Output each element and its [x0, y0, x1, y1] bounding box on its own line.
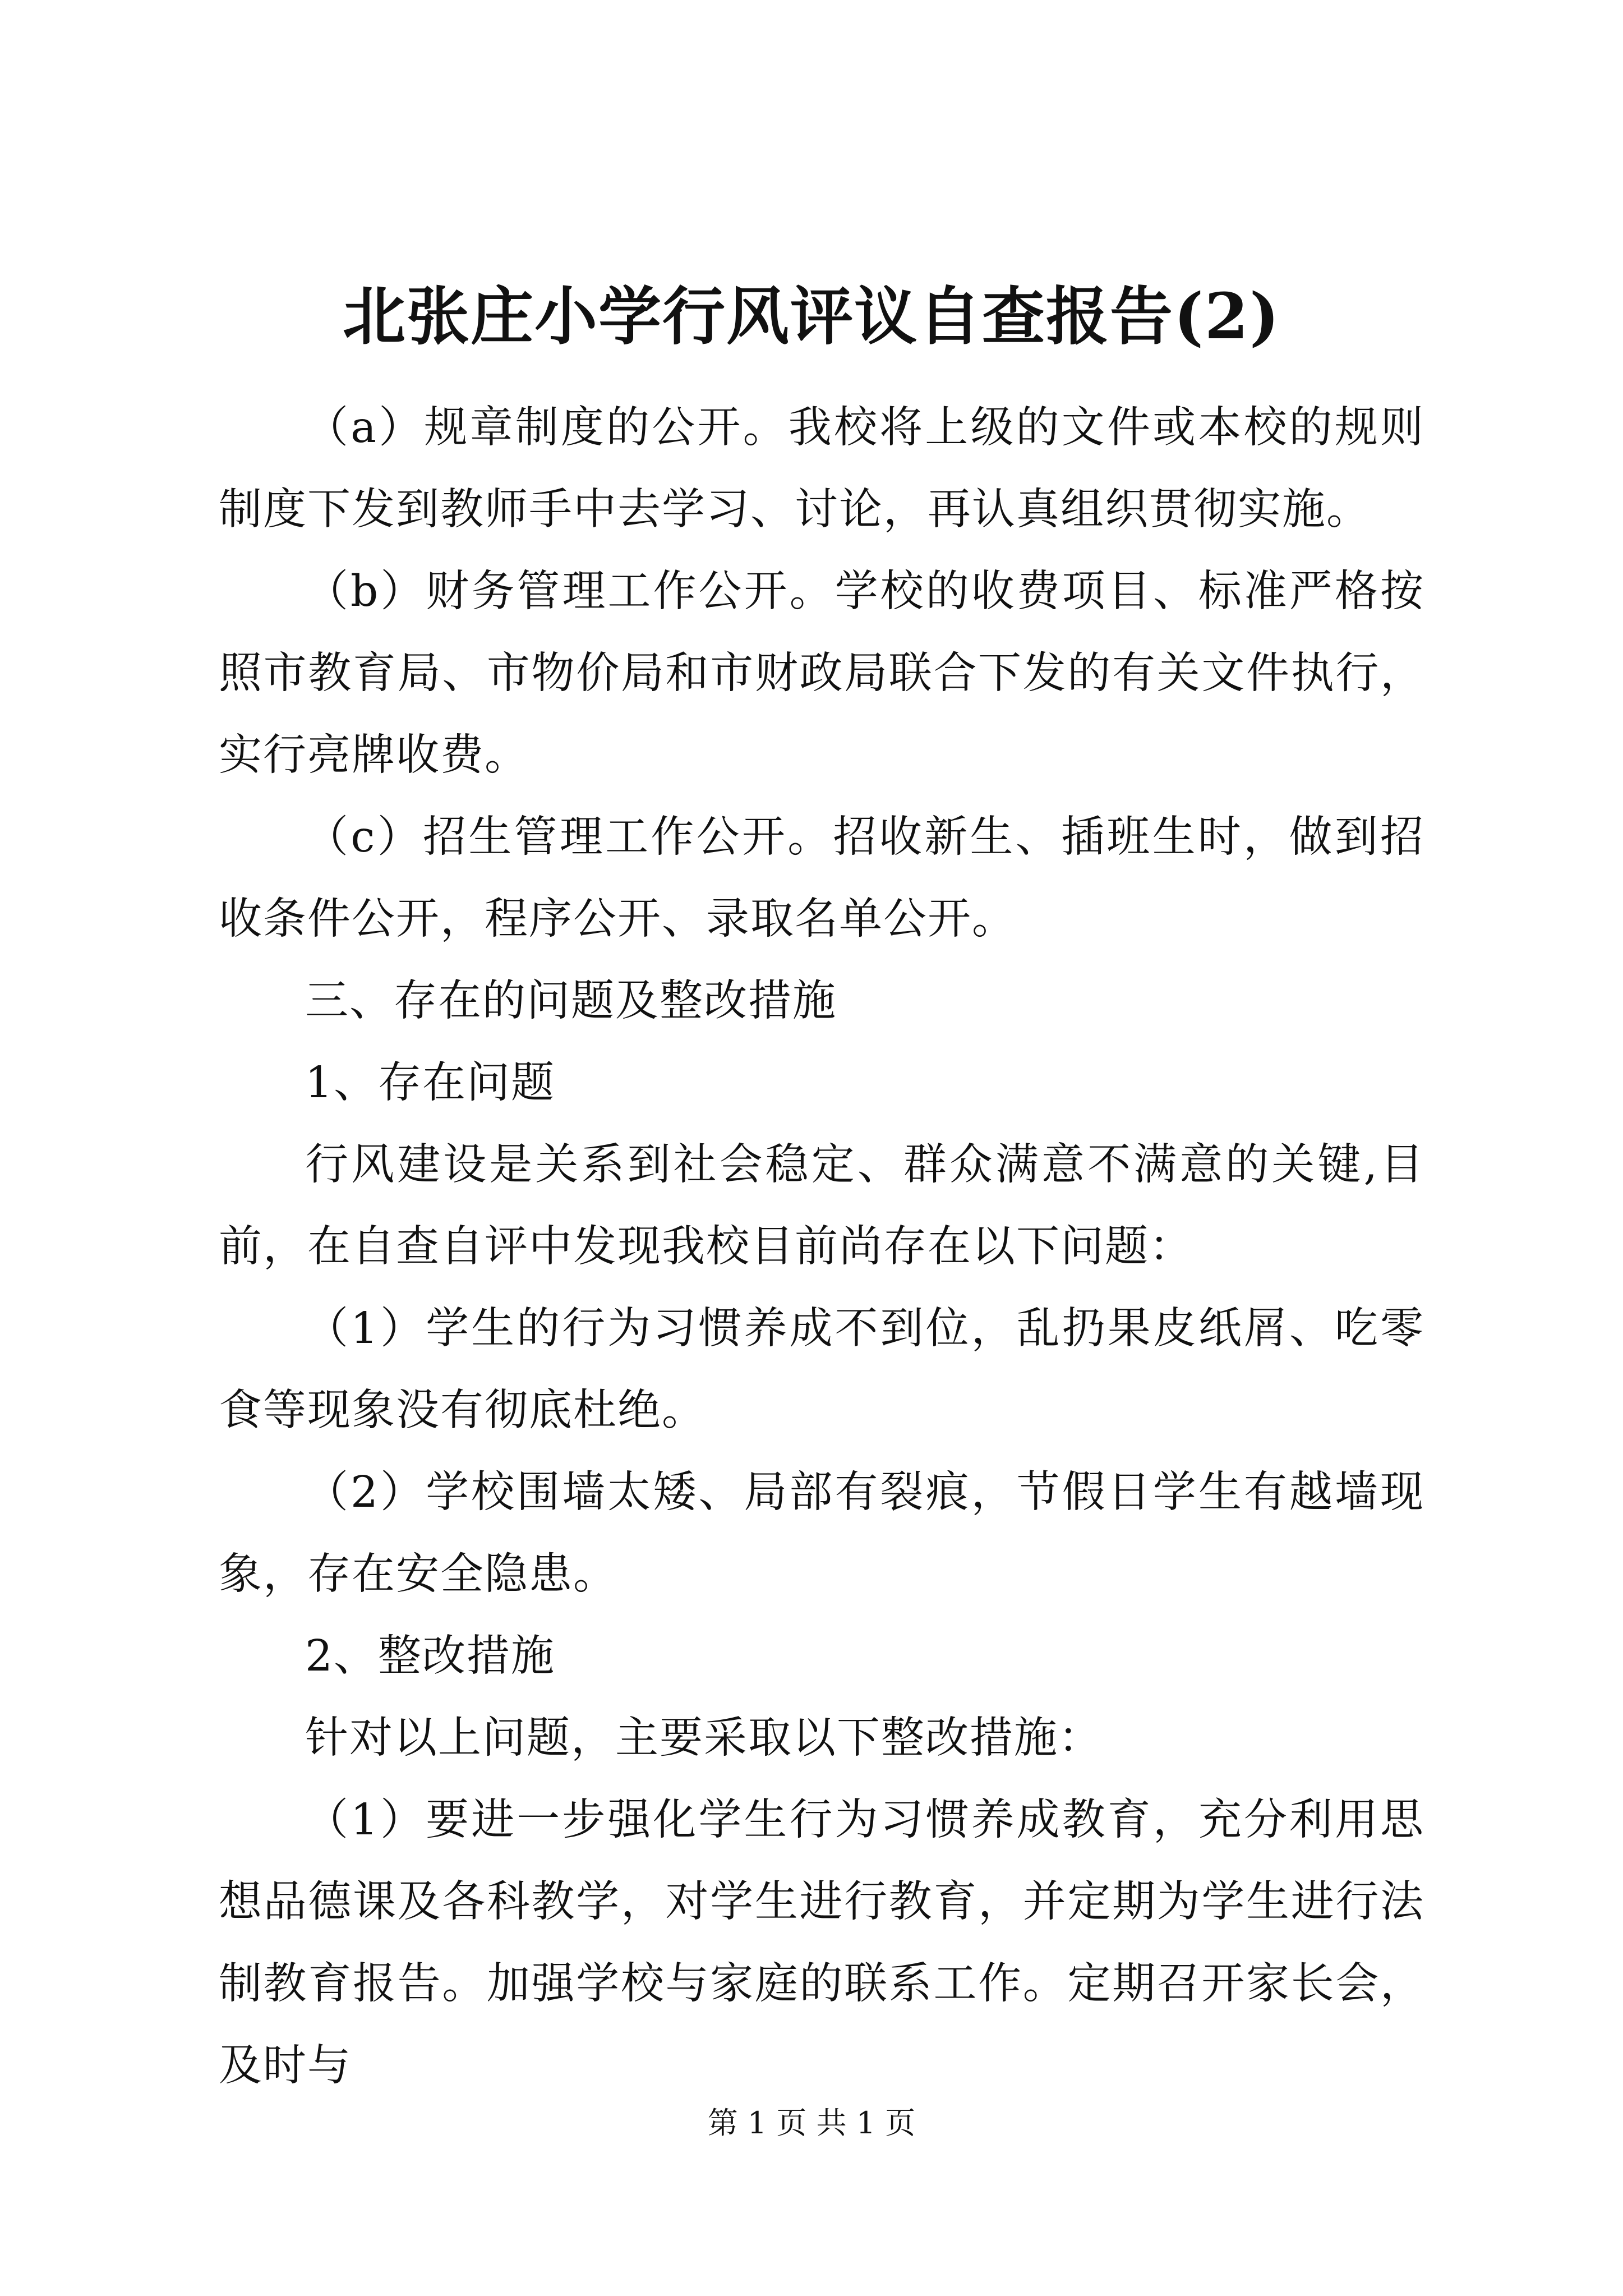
- subheading-existing-problems: 1、存在问题: [305, 1058, 555, 1108]
- paragraph-c: （c）招生管理工作公开。招收新生、插班生时，做到招收条件公开，程序公开、录取名单公开。: [219, 812, 1424, 944]
- paragraph-rectification-intro: 针对以上问题，主要采取以下整改措施：: [305, 1713, 1103, 1763]
- subheading-rectification: 2、整改措施: [305, 1631, 555, 1681]
- paragraph-rectification-1: （1）要进一步强化学生行为习惯养成教育，充分利用思想品德课及各科教学，对学生进行教育，并定期为学生进行法制教育报告。加强学校与家庭的联系工作。定期召开家长会，及时与: [219, 1795, 1424, 2091]
- page-footer: 第 1 页 共 1 页: [707, 2105, 916, 2141]
- paragraph-problem-intro: 行风建设是关系到社会稳定、群众满意不满意的关键,目前，在自查自评中发现我校目前尚存在以下问题：: [219, 1140, 1424, 1272]
- paragraph-a: （a）规章制度的公开。我校将上级的文件或本校的规则制度下发到教师手中去学习、讨论，再认真组织贯彻实施。: [219, 403, 1424, 535]
- document-title: 北张庄小学行风评议自查报告(2): [343, 280, 1280, 353]
- paragraph-problem-2: （2）学校围墙太矮、局部有裂痕，节假日学生有越墙现象，存在安全隐患。: [219, 1467, 1424, 1599]
- document-body: [219, 387, 1424, 2107]
- paragraph-problem-1: （1）学生的行为习惯养成不到位，乱扔果皮纸屑、吃零食等现象没有彻底杜绝。: [219, 1304, 1424, 1435]
- section-heading-problems: 三、存在的问题及整改措施: [305, 976, 837, 1026]
- paragraph-b: （b）财务管理工作公开。学校的收费项目、标准严格按照市教育局、市物价局和市财政局联合下发的有关文件执行，实行亮牌收费。: [219, 567, 1424, 780]
